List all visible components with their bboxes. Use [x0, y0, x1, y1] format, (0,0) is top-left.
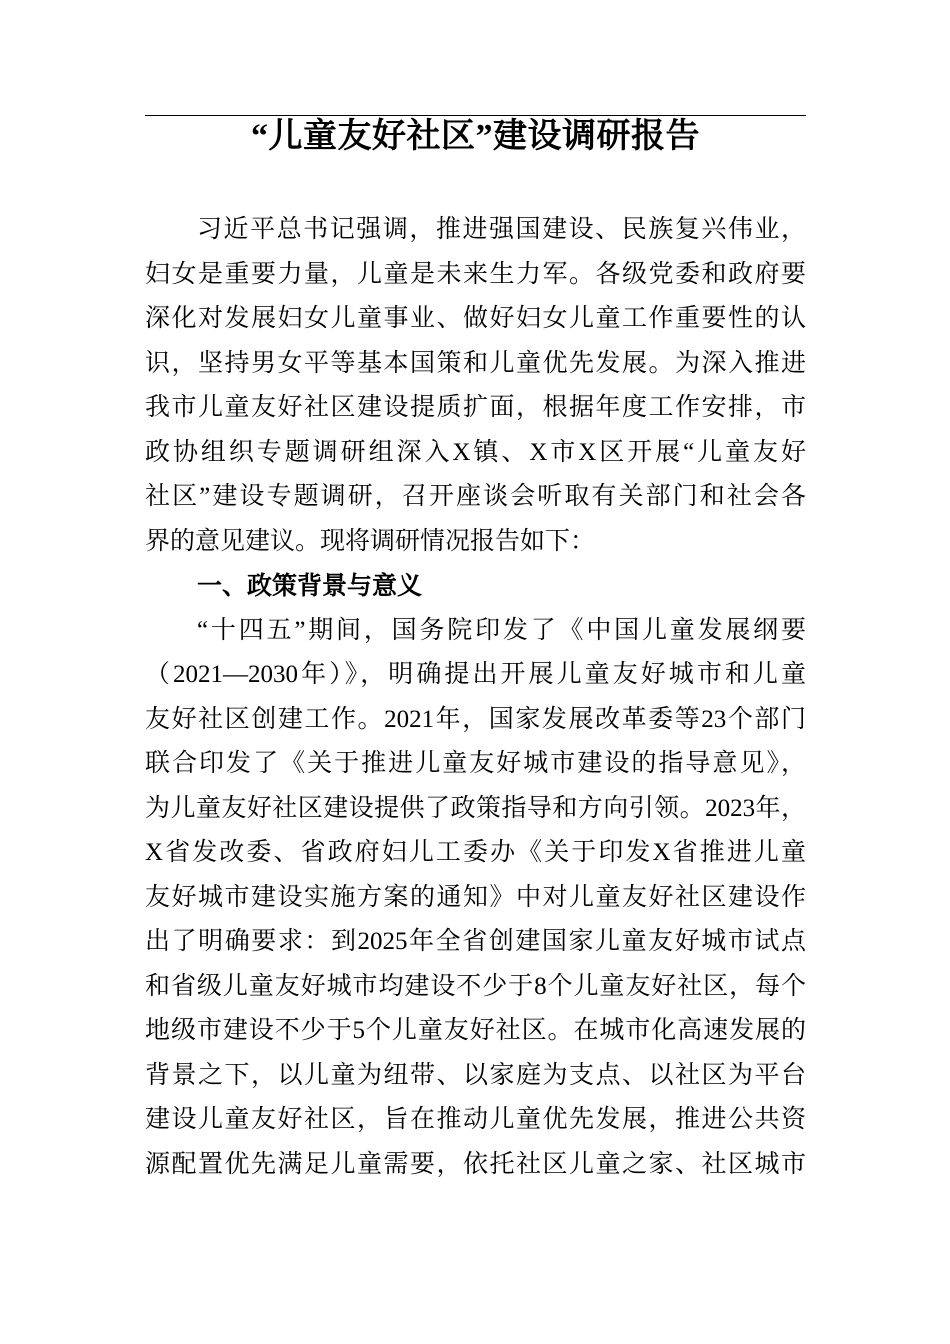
text-line: 出了明确要求：到2025年全省创建国家儿童友好城市试点 — [145, 928, 806, 955]
text-line: 习近平总书记强调，推进强国建设、民族复兴伟业， — [197, 216, 806, 243]
text-line: 识，坚持男女平等基本国策和儿童优先发展。为深入推进 — [145, 349, 806, 377]
text-line: 妇女是重要力量，儿童是未来生力军。各级党委和政府要 — [145, 260, 806, 288]
text-line: 源配置优先满足儿童需要，依托社区儿童之家、社区城市 — [145, 1150, 806, 1178]
section-heading: 一、政策背景与意义 — [197, 572, 423, 600]
text-line: “十四五”期间，国务院印发了《中国儿童发展纲要 — [197, 616, 806, 644]
text-line: 界的意见建议。现将调研情况报告如下： — [145, 527, 596, 555]
text-line: 背景之下，以儿童为纽带、以家庭为支点、以社区为平台 — [145, 1061, 806, 1089]
text-line: 为儿童友好社区建设提供了政策指导和方向引领。2023年， — [145, 794, 806, 822]
text-line: 深化对发展妇女儿童事业、做好妇女儿童工作重要性的认 — [145, 305, 806, 332]
text-line: 和省级儿童友好城市均建设不少于8个儿童友好社区，每个 — [145, 972, 806, 1000]
text-line: 建设儿童友好社区，旨在推动儿童优先发展，推进公共资 — [145, 1106, 806, 1133]
text-line: 我市儿童友好社区建设提质扩面，根据年度工作安排，市 — [145, 394, 806, 421]
text-line: 联合印发了《关于推进儿童友好城市建设的指导意见》， — [145, 750, 806, 777]
text-line: 地级市建设不少于5个儿童友好社区。在城市化高速发展的 — [145, 1017, 806, 1044]
document-body — [145, 208, 806, 1187]
document-title: “儿童友好社区”建设调研报告 — [251, 118, 700, 155]
text-line: （2021—2030年）》，明确提出开展儿童友好城市和儿童 — [145, 661, 806, 688]
text-line: 社区”建设专题调研，召开座谈会听取有关部门和社会各 — [145, 483, 806, 510]
text-line: 友好社区创建工作。2021年，国家发展改革委等23个部门 — [145, 705, 806, 733]
text-line: X省发改委、省政府妇儿工委办《关于印发X省推进儿童 — [145, 839, 806, 866]
text-line: 友好城市建设实施方案的通知》中对儿童友好社区建设作 — [145, 883, 806, 911]
text-line: 政协组织专题调研组深入X镇、X市X区开展“儿童友好 — [145, 438, 806, 466]
